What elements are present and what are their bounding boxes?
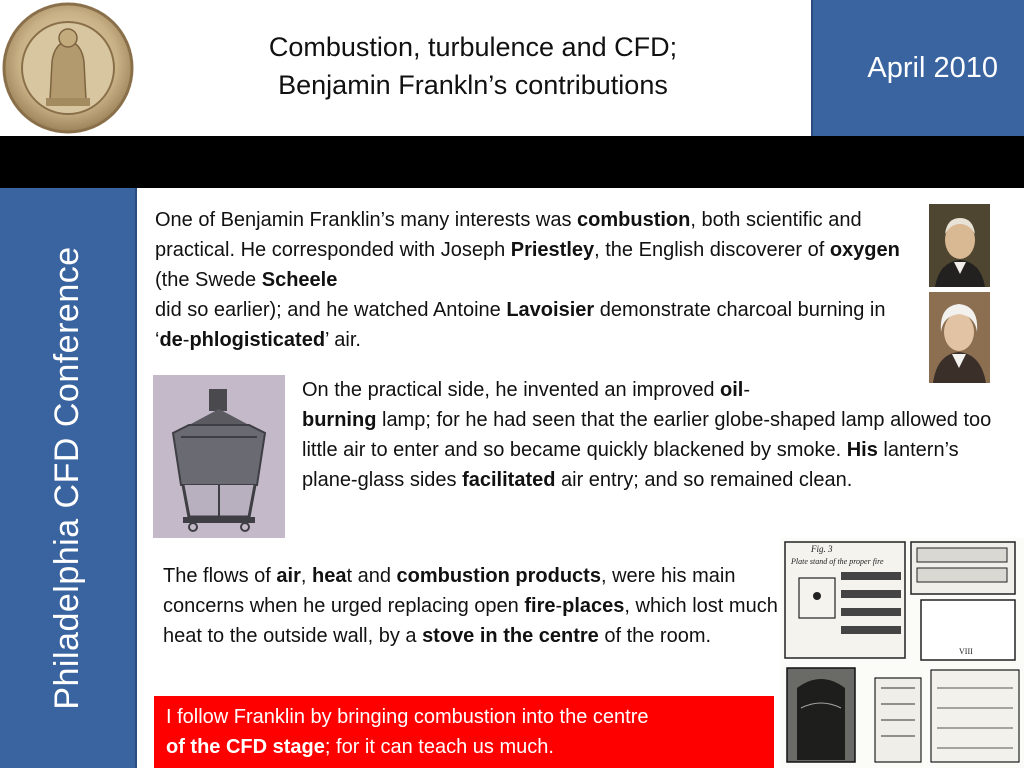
date-panel	[811, 0, 1024, 136]
text-run: On the practical side, he invented an improved	[302, 379, 721, 401]
text-run: I follow Franklin by bringing combustion into the centre	[166, 706, 649, 728]
bold-run: Lavoisier	[506, 299, 595, 321]
text-run: ,	[300, 565, 312, 587]
fig-label: Fig. 3	[811, 544, 833, 554]
text-run: -	[743, 379, 751, 401]
bold-run: of the CFD stage	[166, 736, 325, 758]
bold-run: phlogisticated	[189, 329, 326, 351]
bold-run: oxygen	[829, 239, 900, 261]
text-run: -	[182, 329, 190, 351]
conference-name: Philadelphia CFD Conference	[48, 246, 86, 710]
text-run: lantern’s plane-glass sides	[302, 439, 959, 491]
text-run: One of Benjamin Franklin’s many interests was	[155, 209, 578, 231]
paragraph-oil-lamp	[302, 375, 992, 495]
seal-image	[0, 0, 137, 137]
text-run: -	[555, 595, 563, 617]
paragraph-stove	[163, 561, 783, 651]
bold-run: de	[159, 329, 183, 351]
text-run: ; for it can teach us much.	[324, 736, 554, 758]
bold-run: combustion products	[396, 565, 601, 587]
text-run: , the English discoverer of	[594, 239, 830, 261]
text-run: , which lost much heat to the outside wall, by a	[163, 595, 778, 647]
text-run: of the room.	[598, 625, 712, 647]
conclusion-callout	[154, 696, 774, 768]
title-line-1: Combustion, turbulence and CFD;	[268, 32, 678, 62]
header-divider-bar	[0, 136, 1024, 188]
text-run: The flows of	[163, 565, 277, 587]
text-run: did so earlier); and he watched Antoine	[155, 299, 507, 321]
text-run: demonstrate charcoal burning in ‘	[155, 299, 886, 351]
roman-label: VIII	[959, 647, 973, 656]
bold-run: hea	[311, 565, 347, 587]
franklin-stove-engraving	[781, 538, 1024, 768]
franklin-lantern-photo	[153, 375, 285, 538]
bold-run: facilitated	[462, 469, 556, 491]
bold-run: stove in the centre	[422, 625, 599, 647]
bold-run: combustion	[577, 209, 691, 231]
text-run: (the Swede	[155, 269, 262, 291]
bold-run: burning	[302, 409, 377, 431]
bold-run: oil	[720, 379, 744, 401]
lavoisier-portrait	[929, 292, 990, 383]
franklin-memorial-seal	[0, 0, 137, 137]
bold-run: fire	[524, 595, 556, 617]
title-line-2: Benjamin Frankln’s contributions	[278, 70, 668, 100]
bold-run: Scheele	[261, 269, 338, 291]
conference-sidebar	[0, 188, 137, 768]
fig-caption: Plate stand of the proper fire	[791, 557, 884, 566]
date-label: April 2010	[867, 52, 998, 84]
bold-run: places	[562, 595, 625, 617]
paragraph-combustion-interests	[155, 205, 925, 355]
text-run: t and	[346, 565, 397, 587]
text-run: air entry; and so remained clean.	[555, 469, 853, 491]
slide-title	[137, 0, 809, 136]
text-run: , both scientific and practical. He corresponded with Joseph	[155, 209, 862, 261]
bold-run: Priestley	[510, 239, 595, 261]
text-run: , were his main concerns when he urged replacing open	[163, 565, 736, 617]
priestley-portrait	[929, 204, 990, 287]
bold-run: air	[276, 565, 301, 587]
text-run: ’ air.	[325, 329, 361, 351]
bold-run: His	[846, 439, 878, 461]
text-run: lamp; for he had seen that the earlier globe-shaped lamp allowed too little air to enter and so became quickly blackened by smoke.	[302, 409, 992, 461]
